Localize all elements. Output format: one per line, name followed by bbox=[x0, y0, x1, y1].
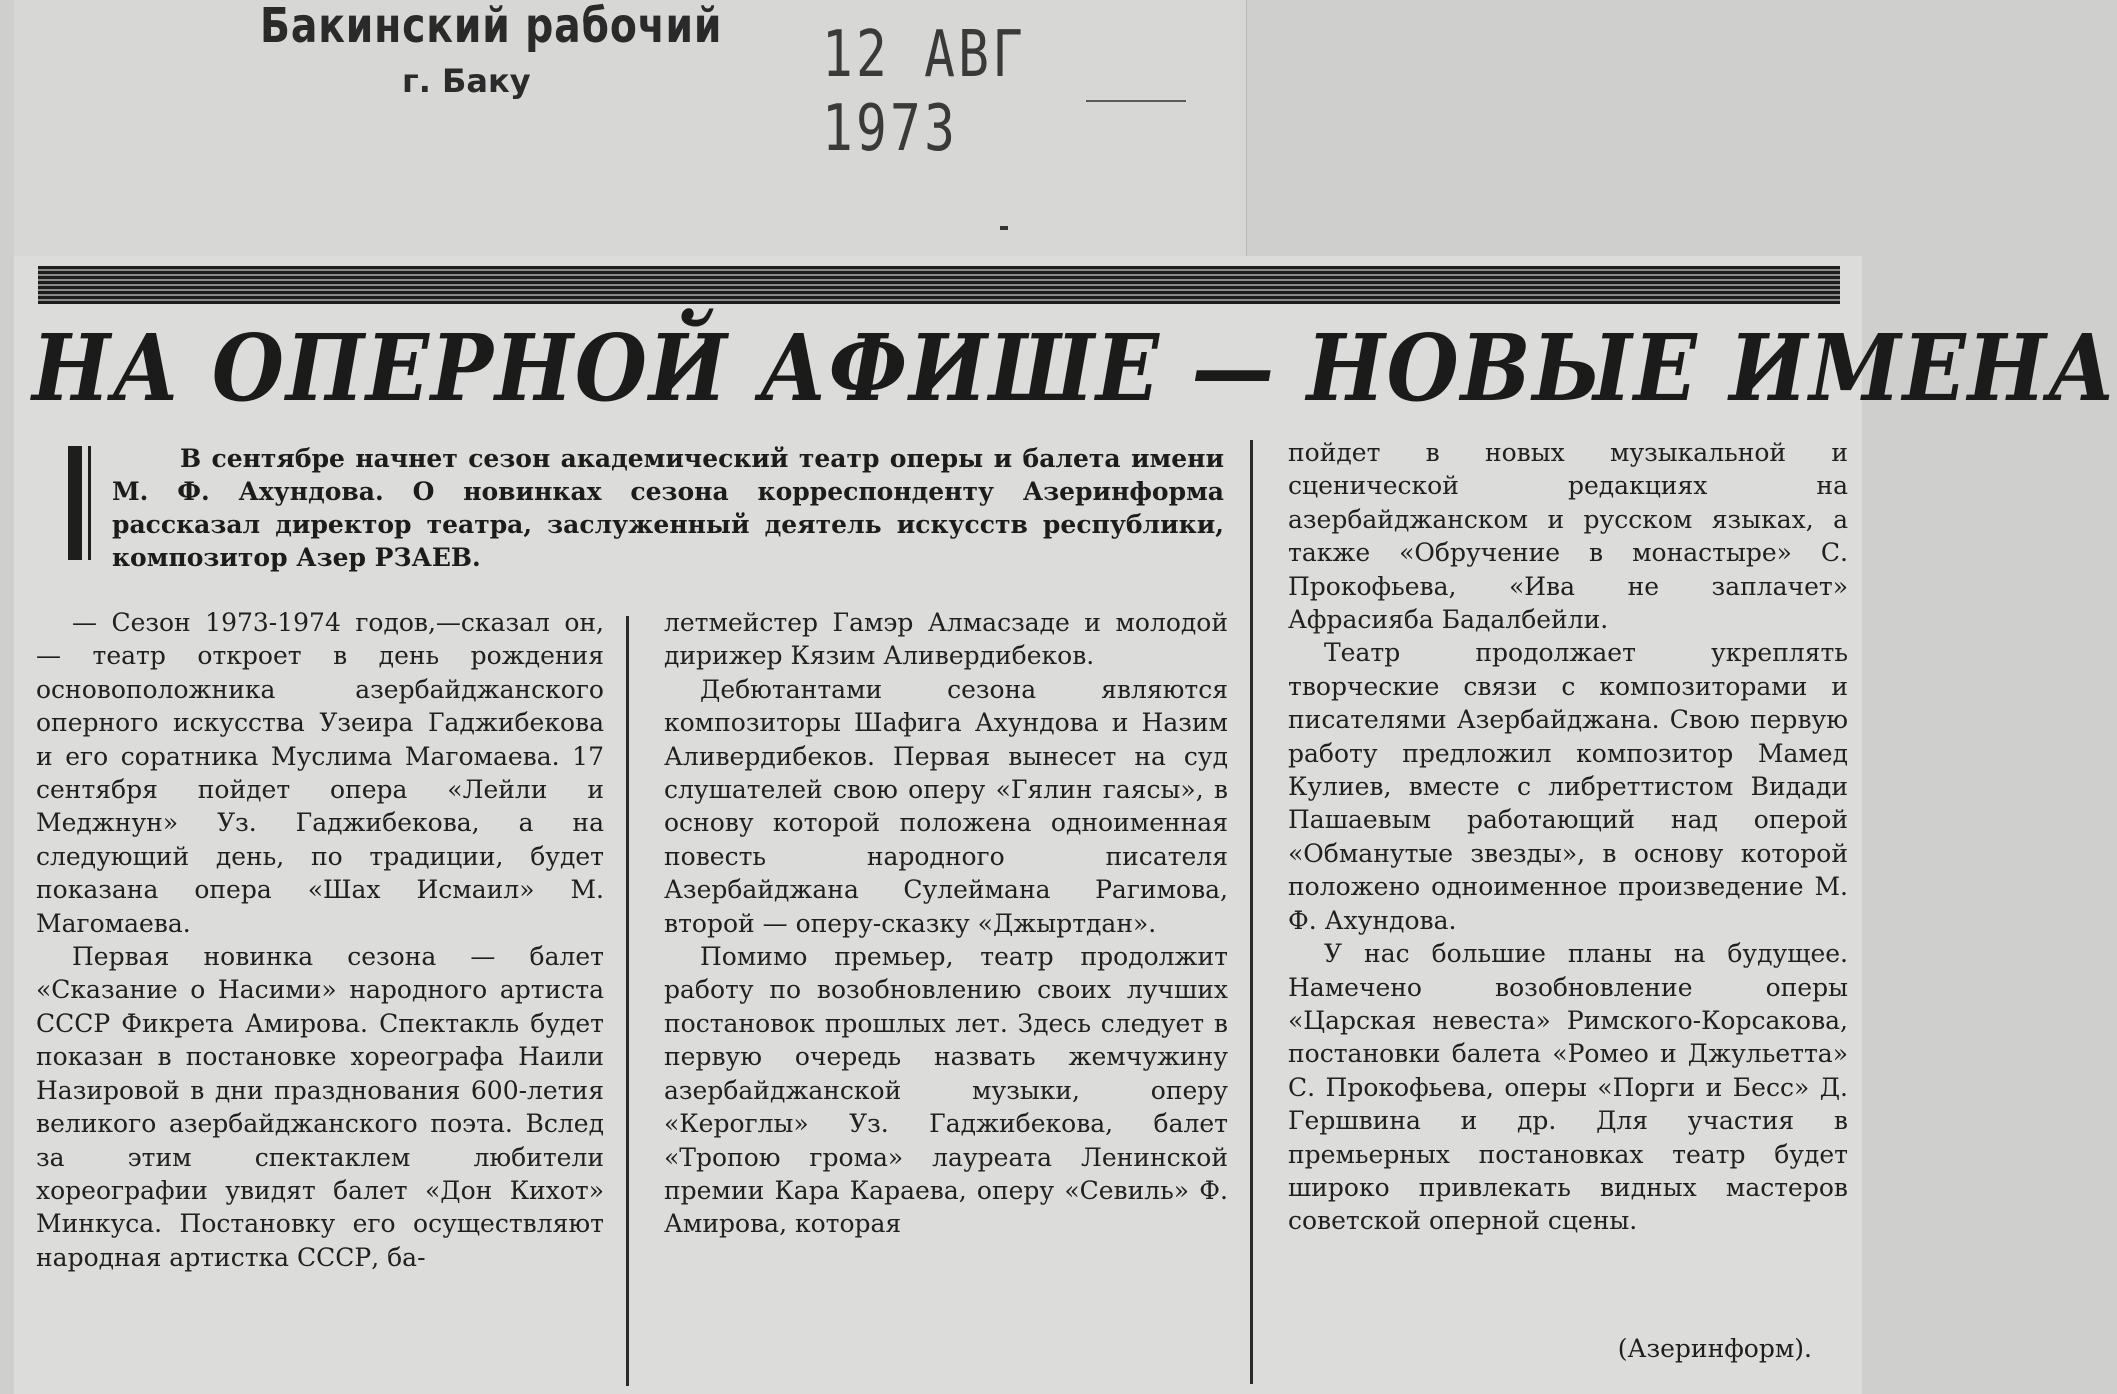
date-underline bbox=[1086, 100, 1186, 102]
newspaper-label-strip bbox=[14, 0, 1247, 262]
paragraph: Дебютантами сезона являются композиторы Шафига Ахундова и Назим Аливердибеков. Первая вынесет на суд слушателей свою оперу «Гялин гаясы», в основу которой положена одноименная повесть народного писателя Азербайджана Сулеймана Рагимова, второй — оперу-сказку «Джыртдан». bbox=[664, 674, 1228, 938]
lead-marker-bar bbox=[68, 446, 82, 560]
paragraph: Театр продолжает укреплять творческие связи с композиторами и писателями Азербайджана. Свою первую работу предложил композитор Мамед Кулиев, вместе с либреттистом Видади Пашаевым работающий над оперой «Обманутые звезды», в основу которой положено одноименное произведение М. Ф. Ахундова. bbox=[1288, 638, 1848, 935]
article-headline: НА ОПЕРНОЙ АФИШЕ — НОВЫЕ ИМЕНА bbox=[32, 314, 2117, 422]
paragraph: Помимо премьер, театр продолжит работу по возобновлению своих лучших постановок прошлых лет. Здесь следует в первую очередь назвать жемчужину азербайджанской музыки, оперу «Кероглы» Уз. Гаджибекова, балет «Тропою грома» лауреата Ленинской премии Кара Караева, оперу «Севиль» Ф. Амирова, которая bbox=[664, 942, 1228, 1239]
paragraph: — Сезон 1973-1974 годов,—сказал он, — театр откроет в день рождения основоположника азербайджанского оперного искусства Узеира Гаджибекова и его соратника Муслима Магомаева. 17 сентября пойдет опера «Лейли и Меджнун» Уз. Гаджибекова, а на следующий день, по традиции, будет показана опера «Шах Исмаил» М. Магомаева. bbox=[36, 608, 604, 938]
column-divider-2 bbox=[1250, 440, 1253, 1384]
paragraph: Первая новинка сезона — балет «Сказание о Насими» народного артиста СССР Фикрета Амирова. Спектакль будет показан в постановке хореографа Наили Назировой в дни празднования 600-летия великого азербайджанского поэта. Вслед за этим спектаклем любители хореографии увидят балет «Дон Кихот» Минкуса. Постановку его осуществляют народная артистка СССР, ба- bbox=[36, 942, 604, 1272]
article-column-3 bbox=[1288, 436, 1848, 1238]
newspaper-name: Бакинский рабочий bbox=[260, 0, 723, 54]
column-divider-1 bbox=[626, 616, 629, 1386]
paragraph: летмейстер Гамэр Алмасзаде и молодой дирижер Кязим Аливердибеков. bbox=[664, 608, 1228, 671]
article-clipping bbox=[14, 256, 2117, 1394]
date-stamp: 12 АВГ 1973 bbox=[822, 18, 1027, 166]
label-paper bbox=[14, 0, 1246, 262]
article-column-1 bbox=[36, 606, 604, 1274]
paragraph: У нас большие планы на будущее. Намечено возобновление оперы «Царская невеста» Римского-Корсакова, постановки балета «Ромео и Джульетта» С. Прокофьева, оперы «Порги и Бесс» Д. Гершвина и др. Для участия в премьерных постановках театр будет широко привлекать видных мастеров советской оперной сцены. bbox=[1288, 939, 1848, 1236]
ink-dot bbox=[1000, 226, 1008, 230]
article-signature: (Азеринформ). bbox=[1617, 1334, 1812, 1363]
top-rule-band bbox=[38, 266, 1840, 304]
article-lead: В сентябре начнет сезон академический театр оперы и балета имени М. Ф. Ахундова. О новинках сезона корреспонденту Азеринформа рассказал директор театра, заслуженный деятель искусств республики, композитор Азер РЗАЕВ. bbox=[112, 444, 1224, 572]
article-column-2 bbox=[664, 606, 1228, 1241]
newspaper-city: г. Баку bbox=[402, 62, 531, 100]
paragraph: пойдет в новых музыкальной и сценической редакциях на азербайджанском и русском языках, а также «Обручение в монастыре» С. Прокофьева, «Ива не заплачет» Афрасияба Бадалбейли. bbox=[1288, 438, 1848, 635]
